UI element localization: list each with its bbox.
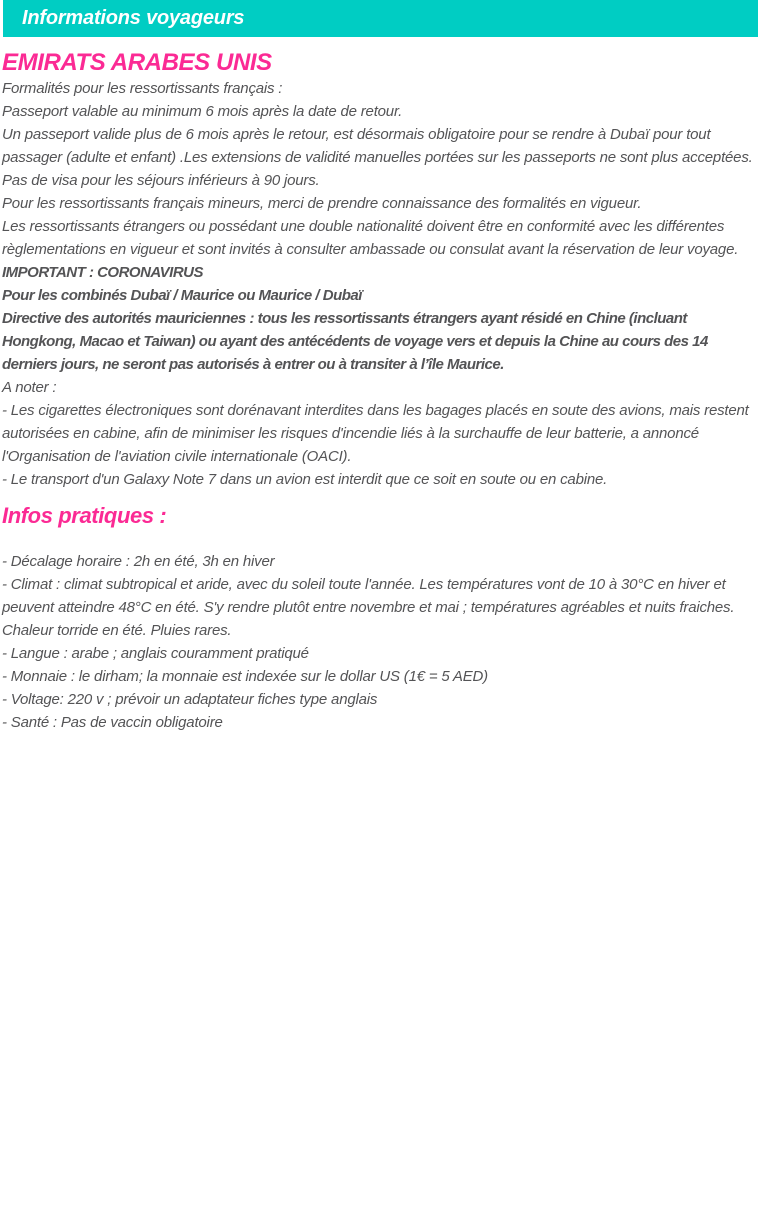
paragraph-passeport-validite: Passeport valable au minimum 6 mois après la date de retour. xyxy=(2,103,403,120)
info-line-decalage-horaire: - Décalage horaire : 2h en été, 3h en hiver xyxy=(2,553,275,570)
infos-pratiques-list xyxy=(2,550,758,734)
paragraph-mineurs: Pour les ressortissants français mineurs, merci de prendre connaissance des formalités en vigueur. xyxy=(2,195,642,212)
page-title: Informations voyageurs xyxy=(22,7,245,29)
paragraph-galaxy-note7: - Le transport d'un Galaxy Note 7 dans un avion est interdit que ce soit en soute ou en cabine. xyxy=(2,471,608,488)
content-body xyxy=(2,77,758,491)
paragraph-cigarettes-electroniques: - Les cigarettes électroniques sont dorénavant interdites dans les bagages placés en soute des avions, mais restent autorisées en cabine, afin de minimiser les risques d'incendie liés à la surchauffe de leur batterie, a annoncé l'Organisation de l'aviation civile internationale (OACI). xyxy=(2,402,749,465)
info-line-langue: - Langue : arabe ; anglais couramment pratiqué xyxy=(2,645,309,662)
paragraph-passeport-obligatoire: Un passeport valide plus de 6 mois après le retour, est désormais obligatoire pour se rendre à Dubaï pour tout passager (adulte et enfant) .Les extensions de validité manuelles portées sur les passeports ne sont plus acceptées. xyxy=(2,126,753,166)
infos-pratiques-heading: Infos pratiques : xyxy=(2,503,167,528)
paragraph-visa: Pas de visa pour les séjours inférieurs à 90 jours. xyxy=(2,172,320,189)
paragraph-ressortissants-etrangers: Les ressortissants étrangers ou possédant une double nationalité doivent être en conformité avec les différentes règlementations en vigueur et sont invités à consulter ambassade ou consulat avant la réservation de leur voyage. xyxy=(2,218,739,258)
paragraph-a-noter: A noter : xyxy=(2,379,57,396)
info-line-monnaie: - Monnaie : le dirham; la monnaie est indexée sur le dollar US (1€ = 5 AED) xyxy=(2,668,488,685)
country-heading: EMIRATS ARABES UNIS xyxy=(2,49,272,76)
info-line-sante: - Santé : Pas de vaccin obligatoire xyxy=(2,714,223,731)
info-line-voltage: - Voltage: 220 v ; prévoir un adaptateur fiches type anglais xyxy=(2,691,378,708)
paragraph-important-coronavirus: IMPORTANT : CORONAVIRUS xyxy=(2,264,203,281)
paragraph-combines-dubai-maurice: Pour les combinés Dubaï / Maurice ou Maurice / Dubaï xyxy=(2,287,362,304)
paragraph-formalites: Formalités pour les ressortissants français : xyxy=(2,80,283,97)
paragraph-directive-mauricienne: Directive des autorités mauriciennes : tous les ressortissants étrangers ayant résidé en Chine (incluant Hongkong, Macao et Taiwan) ou ayant des antécédents de voyage vers et depuis la Chine au cours des 14 derniers jours, ne seront pas autorisés à entrer ou à transiter à l’île Maurice. xyxy=(2,310,708,373)
info-line-climat: - Climat : climat subtropical et aride, avec du soleil toute l'année. Les températures vont de 10 à 30°C en hiver et peuvent atteindre 48°C en été. S'y rendre plutôt entre novembre et mai ; températures agréables et nuits fraiches. Chaleur torride en été. Pluies rares. xyxy=(2,576,735,639)
header-bar xyxy=(3,0,758,37)
